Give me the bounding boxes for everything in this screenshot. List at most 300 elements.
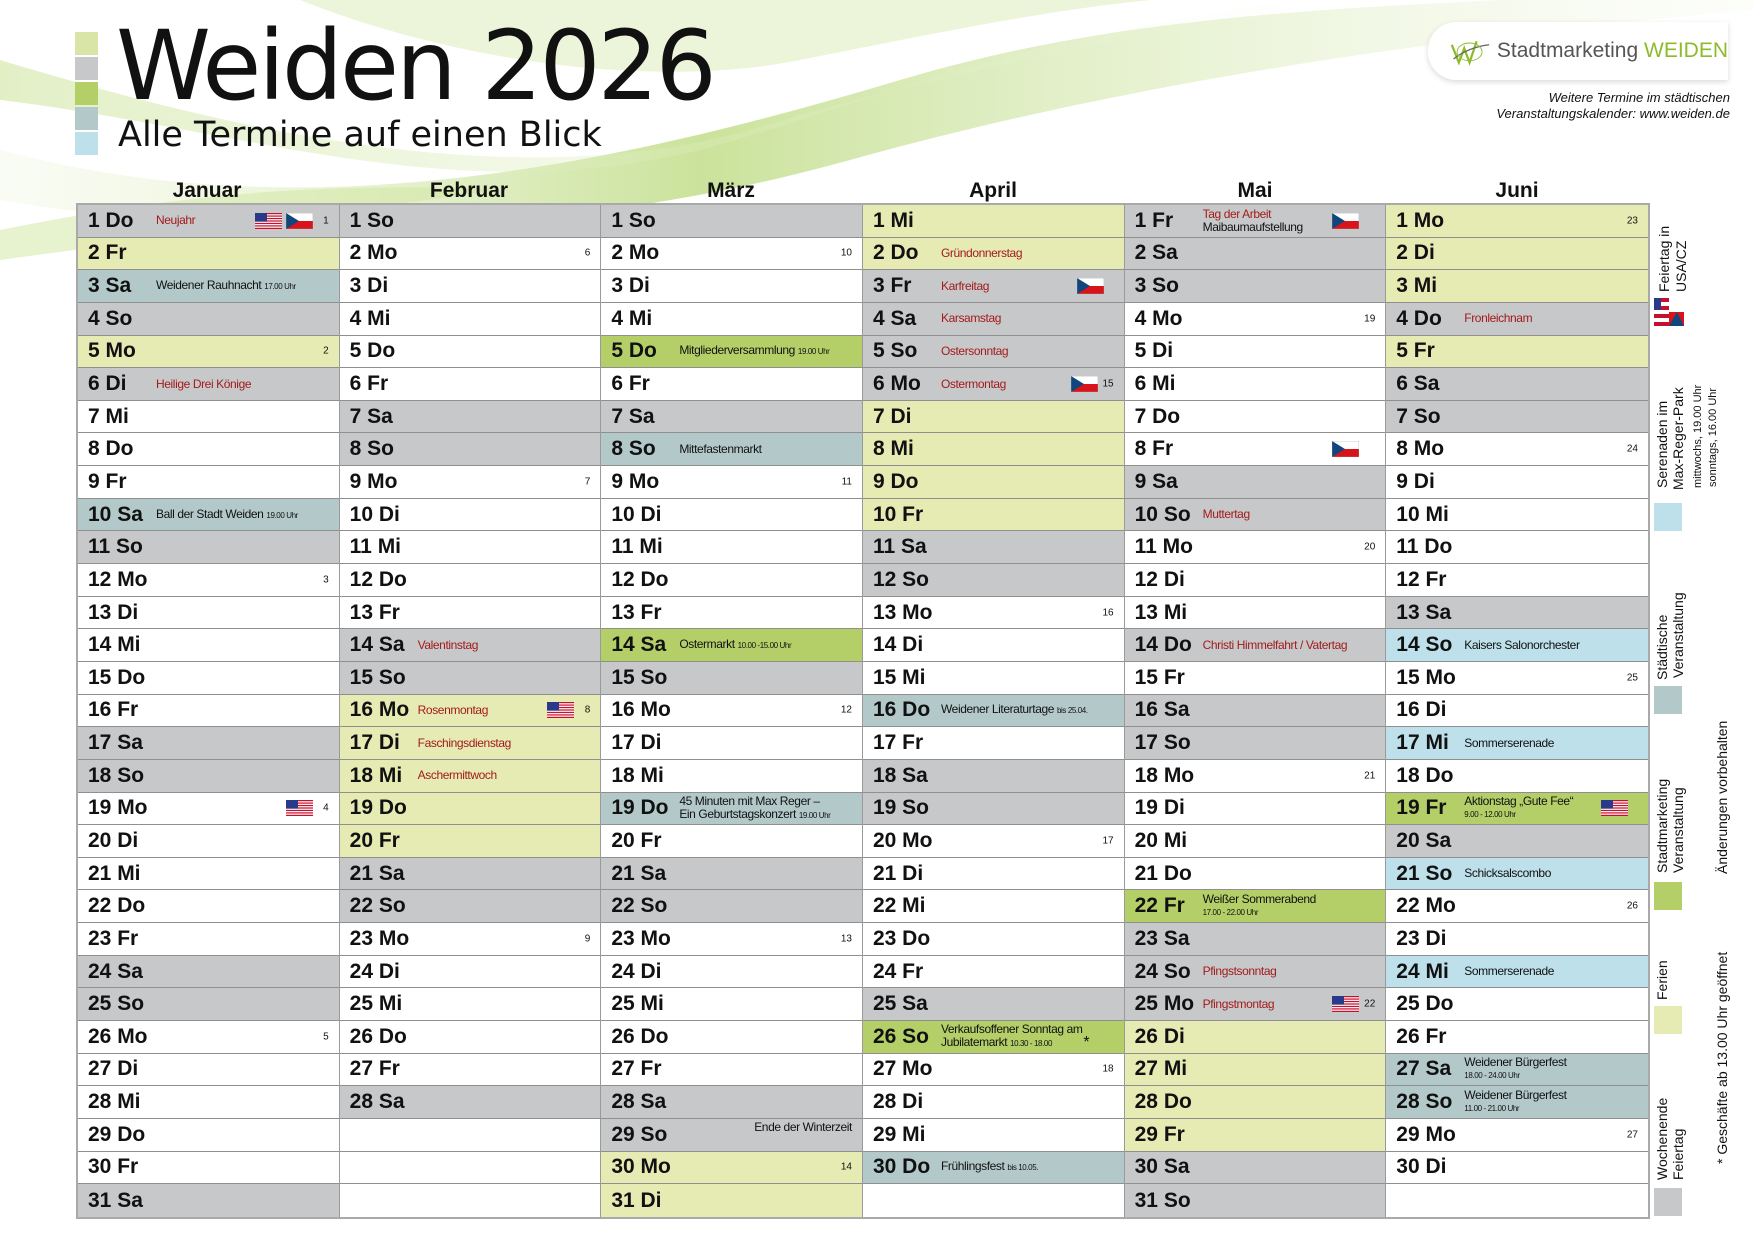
day-cell [1386,1021,1648,1054]
day-label: 2 Mo [611,241,660,265]
day-label: 27 Sa [1396,1057,1452,1081]
day-label: 6 Fr [349,372,389,396]
day-label: 29 Mo [1396,1122,1456,1146]
event-text [418,639,478,652]
event-text [418,769,497,782]
legend-weekend-2: Feiertag [1670,1128,1686,1180]
asterisk-marker: * [1083,1033,1090,1051]
day-cell [1386,433,1648,466]
day-label: 2 Do [872,241,919,265]
day-label: 3 Sa [88,274,132,298]
event-text [418,737,511,750]
day-cell [78,727,339,760]
day-cell [863,956,1124,989]
day-label: 20 Mi [1134,828,1188,852]
legend-flags-square [1654,298,1684,326]
day-cell [863,597,1124,630]
day-label: 31 So [1134,1188,1191,1212]
day-label: 8 Mi [872,437,914,461]
week-number: 13 [840,933,852,945]
event-text [941,280,989,293]
more-info [1496,90,1730,122]
event-line: Frühlingsfest [940,1159,1005,1174]
day-cell [78,1184,339,1217]
day-label: 22 Fr [1134,894,1185,918]
day-label: 19 Do [349,796,407,820]
legend-city-event-1: Städtische [1654,614,1670,680]
day-cell [78,466,339,499]
cz-flag [286,213,313,229]
day-label: 28 Do [1134,1090,1192,1114]
day-cell [863,1021,1124,1054]
month-name: April [969,179,1017,202]
day-label: 10 Di [349,502,400,526]
day-cell [340,564,601,597]
event-text [941,345,1008,358]
day-label: 18 Mi [611,763,664,787]
day-label: 18 Mi [349,763,403,787]
day-label: 23 Mo [611,926,671,950]
day-label: 28 Di [872,1090,924,1114]
day-cell [1125,368,1386,401]
day-cell [1386,988,1648,1021]
us-flag [547,702,574,718]
day-label: 12 Fr [1396,567,1447,591]
legend-holidays-swatch [1654,1006,1682,1034]
event-text [941,247,1022,260]
day-label: 24 So [1134,959,1191,983]
day-label: 2 Sa [1134,241,1178,265]
day-cell [601,499,862,532]
day-cell [340,238,601,271]
day-cell [78,205,339,238]
day-label: 10 Di [611,502,662,526]
day-label: 19 Di [1134,796,1185,820]
day-cell [1386,727,1648,760]
legend-city-event-swatch [1654,686,1682,714]
day-label: 13 Di [88,600,139,624]
day-cell [1386,1086,1648,1119]
week-number: 12 [840,704,852,716]
day-cell [1125,1086,1386,1119]
day-label: 7 Do [1134,404,1181,428]
logo-text-1: Stadtmarketing [1496,39,1639,62]
day-cell [1386,662,1648,695]
day-label: 25 Sa [872,992,928,1016]
month-column [340,205,602,1217]
day-cell [340,303,601,336]
day-cell [1386,303,1648,336]
legend-weekend-swatch [1654,1188,1682,1216]
day-cell [863,1119,1124,1152]
day-label: 10 So [1134,502,1191,526]
day-label: 15 Do [88,665,146,689]
day-label: 16 Di [1396,698,1447,722]
event-line: Neujahr [156,213,196,228]
legend-serenade-swatch [1654,503,1682,531]
event-line: Ostermarkt [679,637,735,652]
event-line: Karfreitag [940,278,989,293]
day-cell [1386,466,1648,499]
day-cell [78,1086,339,1119]
day-label: 20 Sa [1396,828,1452,852]
day-cell [1386,499,1648,532]
event-text [1464,312,1532,325]
day-cell [601,890,862,923]
day-cell [340,205,601,238]
event-line: Verkaufsoffener Sonntag am [940,1022,1083,1037]
day-cell [1125,988,1386,1021]
day-label: 5 Mo [88,339,136,363]
day-cell [340,1119,601,1152]
day-label: 4 Mi [349,306,391,330]
day-cell [863,890,1124,923]
day-label: 27 Fr [349,1057,400,1081]
day-cell [1386,564,1648,597]
day-cell [863,923,1124,956]
cz-flag [1332,441,1359,457]
day-label: 16 Mo [611,698,671,722]
month-column [78,205,340,1217]
month-column [863,205,1125,1217]
day-label: 14 So [1396,633,1453,657]
day-label: 5 Fr [1396,339,1435,363]
day-cell [601,531,862,564]
day-label: 1 Fr [1134,208,1174,232]
day-cell [1386,1152,1648,1185]
day-label: 22 So [349,894,406,918]
day-cell [601,662,862,695]
day-cell [78,336,339,369]
day-cell [78,531,339,564]
event-line: Aktionstag „Gute Fee“ [1464,794,1574,809]
day-label: 3 Mi [1396,274,1438,298]
day-cell [1125,531,1386,564]
event-text [156,279,296,293]
day-cell [1386,760,1648,793]
day-label: 30 Sa [1134,1155,1190,1179]
week-number: 9 [584,933,591,945]
day-cell [340,956,601,989]
day-label: 13 Sa [1396,600,1452,624]
day-label: 18 Mo [1134,763,1195,787]
event-text [941,1023,1082,1050]
day-cell [78,956,339,989]
day-label: 12 Mo [88,567,148,591]
day-cell [863,499,1124,532]
week-number: 18 [1102,1063,1114,1075]
event-text [941,378,1006,391]
day-cell [601,466,862,499]
day-cell [601,433,862,466]
day-label: 15 Fr [1134,665,1185,689]
day-cell [1386,336,1648,369]
more-info-line-1: Weitere Termine im städtischen [1548,90,1730,105]
day-label: 17 So [1134,731,1191,755]
event-line: Rosenmontag [417,702,488,717]
day-cell [863,205,1124,238]
day-label: 23 Fr [88,926,139,950]
day-cell [1386,629,1648,662]
us-flag-icon [547,702,574,718]
legend-shops: * Geschäfte ab 13.00 Uhr geöffnet [1714,951,1730,1164]
day-cell [601,923,862,956]
day-label: 15 Mo [1396,665,1456,689]
day-cell [863,303,1124,336]
event-text [679,344,829,358]
day-label: 4 So [88,306,133,330]
day-cell [601,1054,862,1087]
event-text [1203,208,1303,234]
day-label: 27 Di [88,1057,139,1081]
event-line: Karsamstag [940,311,1001,326]
day-cell [601,336,862,369]
day-cell [1386,1054,1648,1087]
day-label: 9 Fr [88,469,127,493]
day-cell [1125,923,1386,956]
day-cell [78,368,339,401]
day-cell [601,793,862,826]
day-label: 12 So [872,567,929,591]
day-cell [78,629,339,662]
event-text [1464,795,1573,821]
day-label: 11 Mi [611,535,663,559]
legend-sm-event-swatch [1654,882,1682,910]
day-cell [1386,890,1648,923]
month-column [601,205,863,1217]
more-info-line-2: Veranstaltungskalender: www.weiden.de [1496,106,1730,121]
us-flag-icon [1332,996,1359,1012]
event-text [1203,998,1275,1011]
event-time: 19.00 Uhr [797,347,830,357]
us-flag [1601,800,1628,816]
day-label: 25 Mi [611,992,664,1016]
day-label: 5 Do [611,339,657,363]
day-label: 6 Sa [1396,372,1440,396]
day-cell [78,760,339,793]
day-label: 23 Di [1396,926,1447,950]
day-label: 21 Mi [88,861,141,885]
day-cell [601,825,862,858]
day-label: 16 Fr [88,698,139,722]
day-cell [601,270,862,303]
event-line: Weißer Sommerabend [1202,892,1316,907]
day-cell [78,401,339,434]
week-number: 20 [1364,541,1376,553]
day-cell [863,1152,1124,1185]
calendar-grid [76,203,1650,1219]
day-cell [863,270,1124,303]
event-line: Aschermittwoch [417,768,497,783]
week-number: 16 [1102,607,1114,618]
day-cell [863,695,1124,728]
day-label: 19 Fr [1396,796,1447,820]
day-cell [1125,270,1386,303]
week-number: 8 [584,704,591,716]
event-time: 19.00 Uhr [266,510,298,520]
day-label: 2 Mo [349,241,398,265]
day-cell [1386,825,1648,858]
day-cell [340,793,601,826]
day-cell [1125,956,1386,989]
day-cell [1125,238,1386,271]
day-label: 5 Di [1134,339,1174,363]
day-label: 22 Mi [872,894,926,918]
color-strip [75,32,98,157]
event-time: 17.00 - 22.00 Uhr [1202,908,1259,918]
day-label: 1 So [611,208,656,232]
day-cell [78,238,339,271]
day-label: 1 Mo [1396,208,1445,232]
day-label: 24 Sa [88,959,143,983]
day-cell [1125,336,1386,369]
day-label: 21 Do [1134,861,1192,885]
day-cell [601,1152,862,1185]
day-label: 30 Di [1396,1155,1447,1179]
day-label: 29 Mi [872,1122,926,1146]
week-number: 22 [1364,998,1376,1010]
day-label: 18 Do [1396,763,1454,787]
day-label: 12 Do [611,567,669,591]
week-number: 25 [1626,672,1638,684]
event-line: Fronleichnam [1464,311,1533,326]
event-time: 10.30 - 18.00 [1010,1039,1053,1049]
day-label: 28 Sa [611,1090,667,1114]
day-label: 22 So [611,894,668,918]
day-label: 8 So [349,437,395,461]
day-label: 5 So [872,339,918,363]
day-label: 10 Sa [88,502,143,526]
day-cell [340,923,601,956]
cz-flag-icon [286,213,313,229]
day-label: 19 So [872,796,929,820]
week-number: 21 [1364,770,1376,782]
week-number: 11 [841,476,852,488]
event-text [679,638,791,652]
day-cell [1125,858,1386,891]
legend-serenade-1: Serenaden im [1654,400,1670,488]
day-label: 29 Do [88,1122,146,1146]
day-label: 12 Di [1134,567,1185,591]
legend-weekend-1: Wochenende [1654,1097,1670,1180]
day-cell [78,988,339,1021]
day-cell [340,1021,601,1054]
day-cell [78,433,339,466]
event-text [1203,965,1277,978]
day-label: 4 Do [1396,306,1442,330]
day-label: 13 Mi [1134,600,1188,624]
event-text [941,703,1088,717]
day-label: 27 Fr [611,1057,662,1081]
event-text [941,312,1001,325]
day-label: 24 Mi [1396,959,1449,983]
day-label: 28 Sa [349,1090,405,1114]
day-label: 26 Fr [1396,1024,1447,1048]
day-cell [601,205,862,238]
day-cell [1125,793,1386,826]
page-title: Weiden 2026 [116,10,714,122]
day-label: 14 Sa [349,633,405,657]
event-line: Faschingsdienstag [417,735,511,750]
day-cell [78,597,339,630]
day-label: 14 Mi [88,633,141,657]
day-cell [340,368,601,401]
week-number: 7 [584,476,591,488]
event-text [1203,639,1348,652]
day-cell [340,988,601,1021]
day-cell [78,1119,339,1152]
day-cell [863,662,1124,695]
week-number: 15 [1102,378,1114,390]
day-cell [1125,890,1386,923]
day-label: 2 Fr [88,241,127,265]
event-line: Ball der Stadt Weiden [156,506,264,521]
day-cell [1386,923,1648,956]
day-cell [1125,205,1386,238]
day-label: 4 Mi [611,306,653,330]
day-label: 6 Mi [1134,372,1176,396]
day-cell [1125,1054,1386,1087]
day-cell [601,727,862,760]
day-cell [1386,1184,1648,1217]
event-text [1464,639,1579,652]
day-label: 5 Do [349,339,396,363]
week-number: 26 [1626,900,1638,912]
event-text [1464,965,1554,978]
day-cell [863,238,1124,271]
day-label: 17 Di [611,731,662,755]
event-line: Schicksalscombo [1464,866,1551,881]
event-text [679,443,761,456]
month-name: Juni [1495,179,1539,202]
event-note: Ende der Winterzeit [754,1119,852,1134]
day-label: 17 Di [349,731,400,755]
event-text [1464,1089,1566,1115]
day-cell [863,368,1124,401]
day-cell [1386,238,1648,271]
day-label: 24 Di [349,959,400,983]
day-label: 9 Di [1396,469,1435,493]
day-label: 30 Do [872,1155,931,1179]
day-label: 1 Mi [872,208,914,232]
event-text [156,378,251,391]
day-cell [340,727,601,760]
week-number: 6 [584,247,591,259]
event-text [1203,508,1250,521]
week-number: 2 [323,345,329,357]
event-line: Pfingstmontag [1202,996,1275,1011]
week-number: 4 [323,802,329,814]
day-cell [1125,401,1386,434]
event-line: Kaisers Salonorchester [1464,637,1580,652]
day-label: 4 Mo [1134,306,1183,330]
day-label: 11 Do [1396,535,1453,559]
day-cell [1125,303,1386,336]
day-cell [78,1152,339,1185]
day-cell [340,629,601,662]
day-cell [340,1184,601,1217]
day-label: 8 So [611,437,656,461]
event-text [1464,1056,1566,1082]
legend-serenade-4: sonntags, 16.00 Uhr [1707,387,1719,487]
day-label: 21 So [1396,861,1453,885]
day-cell [340,695,601,728]
day-label: 14 Di [872,633,924,657]
day-cell [78,303,339,336]
day-label: 15 Mi [872,665,926,689]
day-cell [1125,1152,1386,1185]
event-line: Sommerserenade [1464,964,1555,979]
